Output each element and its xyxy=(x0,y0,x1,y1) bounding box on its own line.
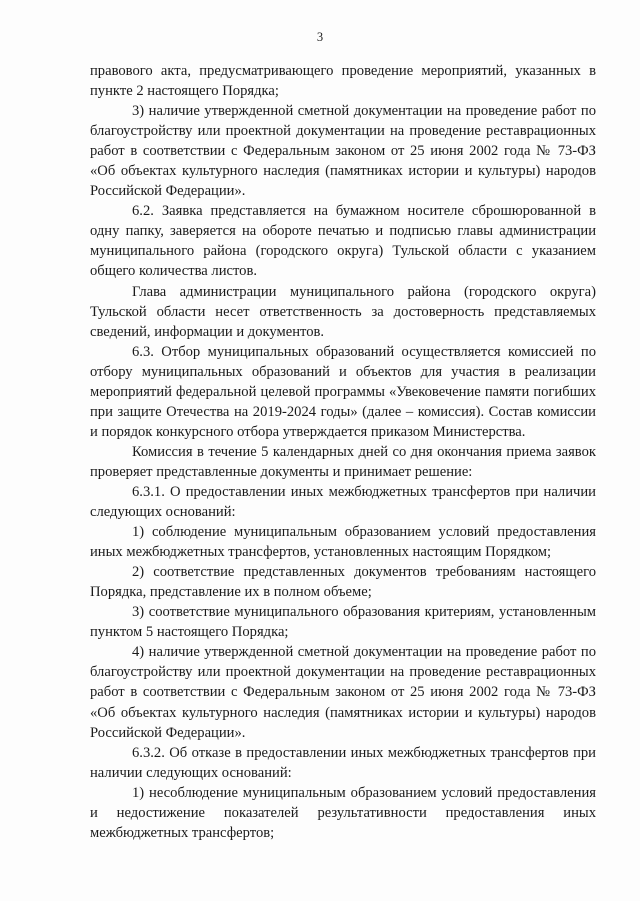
list-item-2: 2) соответствие представленных документов требованиям настоящего Порядка, представление их в полном объеме; xyxy=(90,564,596,601)
paragraph-item-3: 3) наличие утвержденной сметной документации на проведение работ по благоустройству или проектной документации на проведение реставрационных работ в соответствии с Федеральным законом от 25 июня 2002 года № 73-ФЗ «Об объектах культурного наследия (памятниках истории и культуры) народов Российской Федерации». xyxy=(90,103,596,200)
paragraph-continuation: правового акта, предусматривающего проведение мероприятий, указанных в пункте 2 настоящего Порядка; xyxy=(90,63,596,100)
list-item-1: 1) соблюдение муниципальным образованием условий предоставления иных межбюджетных трансфертов, установленных настоящим Порядком; xyxy=(90,524,596,561)
refusal-item-1: 1) несоблюдение муниципальным образованием условий предоставления и недостижение показателей результативности предоставления иных межбюджетных трансфертов; xyxy=(90,784,596,841)
list-item-3: 3) соответствие муниципального образования критериям, установленным пунктом 5 настоящего Порядка; xyxy=(90,604,596,641)
paragraph-responsibility: Глава администрации муниципального района (городского округа) Тульской области несет ответственность за достоверность представляемых сведений, информации и документов. xyxy=(90,283,596,340)
paragraph-6-2: 6.2. Заявка представляется на бумажном носителе сброшюрованной в одну папку, заверяется на обороте печатью и подписью главы администрации муниципального района (городского округа) Тульской области с указанием общего количества листов. xyxy=(90,203,596,280)
document-body xyxy=(90,61,596,843)
paragraph-6-3-2: 6.3.2. Об отказе в предоставлении иных межбюджетных трансфертов при наличии следующих оснований: xyxy=(90,744,596,781)
paragraph-6-3: 6.3. Отбор муниципальных образований осуществляется комиссией по отбору муниципальных образований и объектов для участия в реализации мероприятий федеральной целевой программы «Увековечение памяти погибших при защите Отечества на 2019-2024 годы» (далее – комиссия). Состав комиссии и порядок конкурсного отбора утверждается приказом Министерства. xyxy=(90,343,596,440)
paragraph-commission-decision: Комиссия в течение 5 календарных дней со дня окончания приема заявок проверяет представленные документы и принимает решение: xyxy=(90,443,596,480)
paragraph-6-3-1: 6.3.1. О предоставлении иных межбюджетных трансфертов при наличии следующих оснований: xyxy=(90,483,596,521)
page-number: 3 xyxy=(316,30,324,44)
list-item-4: 4) наличие утвержденной сметной документации на проведение работ по благоустройству или проектной документации на проведение реставрационных работ в соответствии с Федеральным законом от 25 июня 2002 года № 73-ФЗ «Об объектах культурного наследия (памятниках истории и культуры) народов Российской Федерации». xyxy=(90,644,596,741)
